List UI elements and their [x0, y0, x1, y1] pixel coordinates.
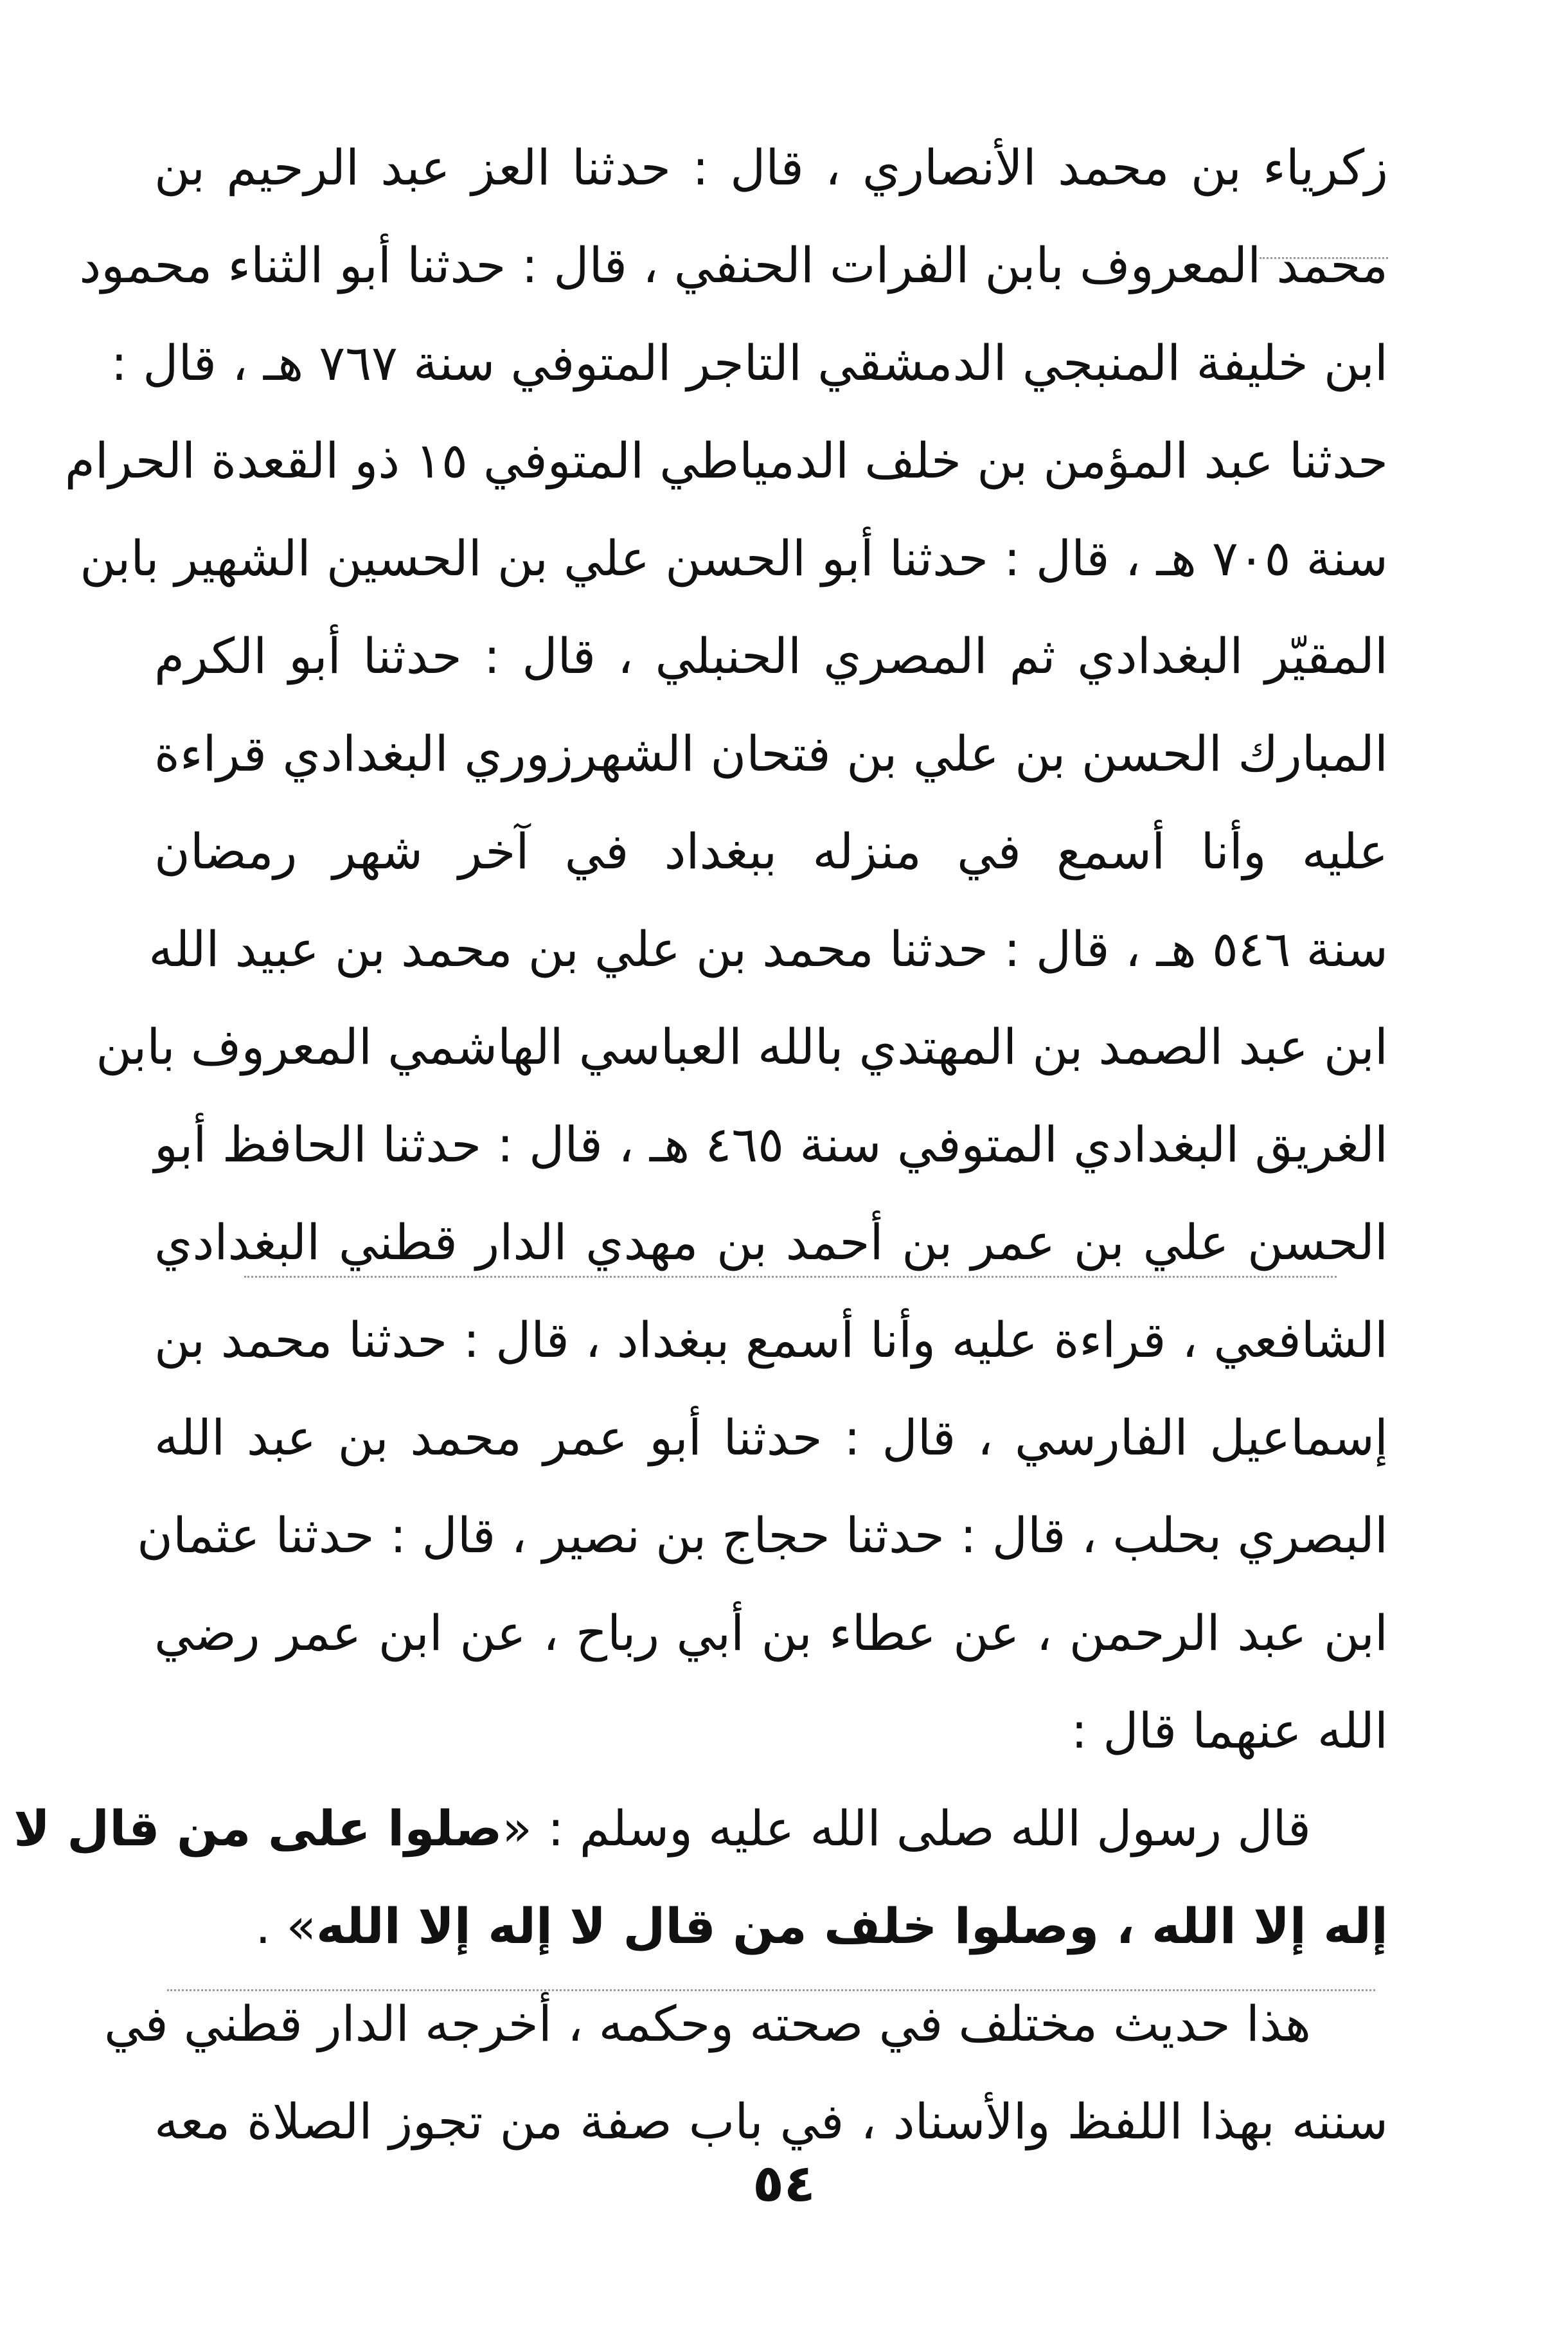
- text-line: عليه وأنا أسمع في منزله ببغداد في آخر شهر رمضان: [154, 823, 1388, 880]
- hadith-closing: » .: [255, 1897, 317, 1955]
- text-line: الشافعي ، قراءة عليه وأنا أسمع ببغداد ، قال : حدثنا محمد بن: [154, 1311, 1388, 1368]
- hadith-line: [154, 1877, 1388, 1975]
- main-text: [13, 119, 1388, 2171]
- text-line: ابن عبد الصمد بن المهتدي بالله العباسي الهاشمي المعروف بابن: [96, 1018, 1388, 1075]
- page-number: ٥٤: [753, 2153, 815, 2213]
- text-line: البصري بحلب ، قال : حدثنا حجاج بن نصير ، قال : حدثنا عثمان: [137, 1507, 1388, 1564]
- text-line: الغريق البغدادي المتوفي سنة ٤٦٥ هـ ، قال : حدثنا الحافظ أبو: [154, 1116, 1388, 1173]
- text-line: سنة ٧٠٥ هـ ، قال : حدثنا أبو الحسن علي بن الحسين الشهير بابن: [80, 530, 1388, 587]
- commentary-line: هذا حديث مختلف في صحته وحكمه ، أخرجه الدار قطني في: [103, 1995, 1311, 2052]
- text-line: محمد المعروف بابن الفرات الحنفي ، قال : حدثنا أبو الثناء محمود: [79, 237, 1388, 294]
- text-line: المقيّر البغدادي ثم المصري الحنبلي ، قال : حدثنا أبو الكرم: [154, 627, 1388, 685]
- text-line: ابن خليفة المنبجي الدمشقي التاجر المتوفي سنة ٧٦٧ هـ ، قال :: [111, 334, 1388, 391]
- hadith-intro: قال رسول الله صلى الله عليه وسلم : «: [502, 1800, 1311, 1857]
- text-line: الحسن علي بن عمر بن أحمد بن مهدي الدار قطني البغدادي: [154, 1213, 1388, 1271]
- text-line: إسماعيل الفارسي ، قال : حدثنا أبو عمر محمد بن عبد الله: [154, 1409, 1388, 1466]
- text-line: ابن عبد الرحمن ، عن عطاء بن أبي رباح ، عن ابن عمر رضي: [154, 1604, 1388, 1661]
- commentary-line: سننه بهذا اللفظ والأسناد ، في باب صفة من تجوز الصلاة معه: [154, 2093, 1388, 2150]
- text-line: سنة ٥٤٦ هـ ، قال : حدثنا محمد بن علي بن محمد بن عبيد الله: [148, 920, 1388, 978]
- hadith-quote: صلوا على من قال لا: [13, 1800, 503, 1857]
- hadith-quote: إله إلا الله ، وصلوا خلف من قال لا إله إلا الله: [316, 1897, 1388, 1955]
- text-line: حدثنا عبد المؤمن بن خلف الدمياطي المتوفي ١٥ ذو القعدة الحرام: [64, 432, 1388, 489]
- hadith-line: [13, 1780, 1388, 1877]
- text-line: المبارك الحسن بن علي بن فتحان الشهرزوري البغدادي قراءة: [154, 725, 1388, 782]
- text-line: زكرياء بن محمد الأنصاري ، قال : حدثنا العز عبد الرحيم بن: [154, 139, 1388, 196]
- text-line: الله عنهما قال :: [1071, 1702, 1388, 1759]
